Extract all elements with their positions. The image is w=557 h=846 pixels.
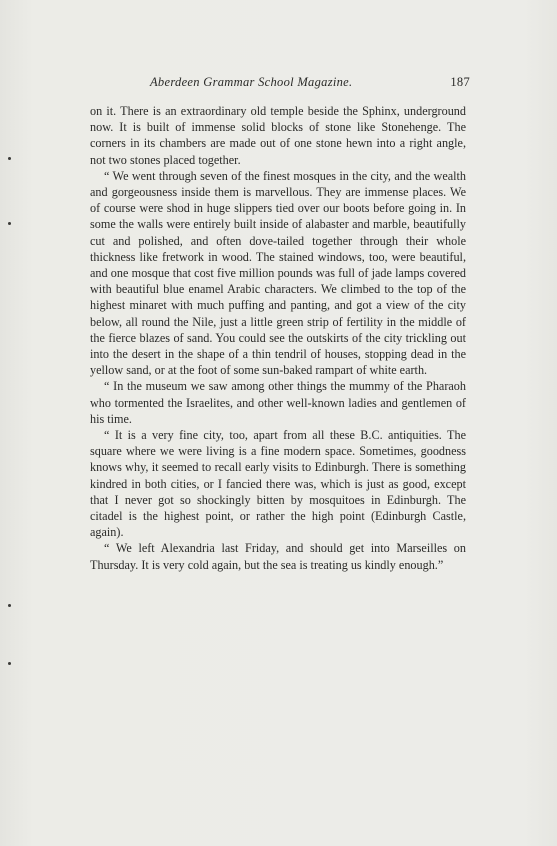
running-title: Aberdeen Grammar School Magazine. (150, 75, 353, 89)
paragraph: “ In the museum we saw among other things the mummy of the Pharaoh who tormented the Israelites, and other well-known ladies and gentlemen of his time. (90, 379, 466, 426)
running-header (150, 75, 470, 93)
paragraph: “ It is a very fine city, too, apart from all these B.C. antiquities. The square where we were living is a fine modern space. Sometimes, goodness knows why, it seemed to recall early visits to Edinburgh. There is something kindred in both cities, or I fancied there was, which is just as good, except that I never got so shockingly bitten by mosquitoes in Edinburgh. The citadel is the highest point, or rather the high point (Edinburgh Castle, again). (90, 428, 466, 540)
margin-mark (8, 604, 11, 607)
paragraph: on it. There is an extraordinary old temple beside the Sphinx, underground now. It is built of immense solid blocks of stone like Stonehenge. The corners in its chambers are made out of one stone hewn into a right angle, not two stones placed together. (90, 104, 466, 167)
paragraph: “ We left Alexandria last Friday, and should get into Marseilles on Thursday. It is very cold again, but the sea is treating us kindly enough.” (90, 541, 466, 572)
margin-mark (8, 222, 11, 225)
margin-mark (8, 662, 11, 665)
margin-mark (8, 157, 11, 160)
paragraph: “ We went through seven of the finest mosques in the city, and the wealth and gorgeousness inside them is marvellous. They are immense places. We of course were shod in huge slippers tied over our boots before going in. In some the walls were entirely built inside of alabaster and marble, beautifully cut and polished, and often dove-tailed together through their whole thickness like fretwork in wood. The stained windows, too, were beautiful, and one mosque that cost five million pounds was full of jade lamps covered with beautiful blue enamel Arabic characters. We climbed to the top of the highest minaret with much puffing and panting, and got a view of the city below, all round the Nile, just a little green strip of fertility in the middle of the fierce blazes of sand. You could see the outskirts of the city trickling out into the desert in the shape of a thin tendril of houses, stopping dead in the yellow sand, or at the foot of some sun-baked rampart of white earth. (90, 168, 466, 378)
page-number: 187 (450, 75, 470, 89)
body-text (90, 103, 466, 573)
